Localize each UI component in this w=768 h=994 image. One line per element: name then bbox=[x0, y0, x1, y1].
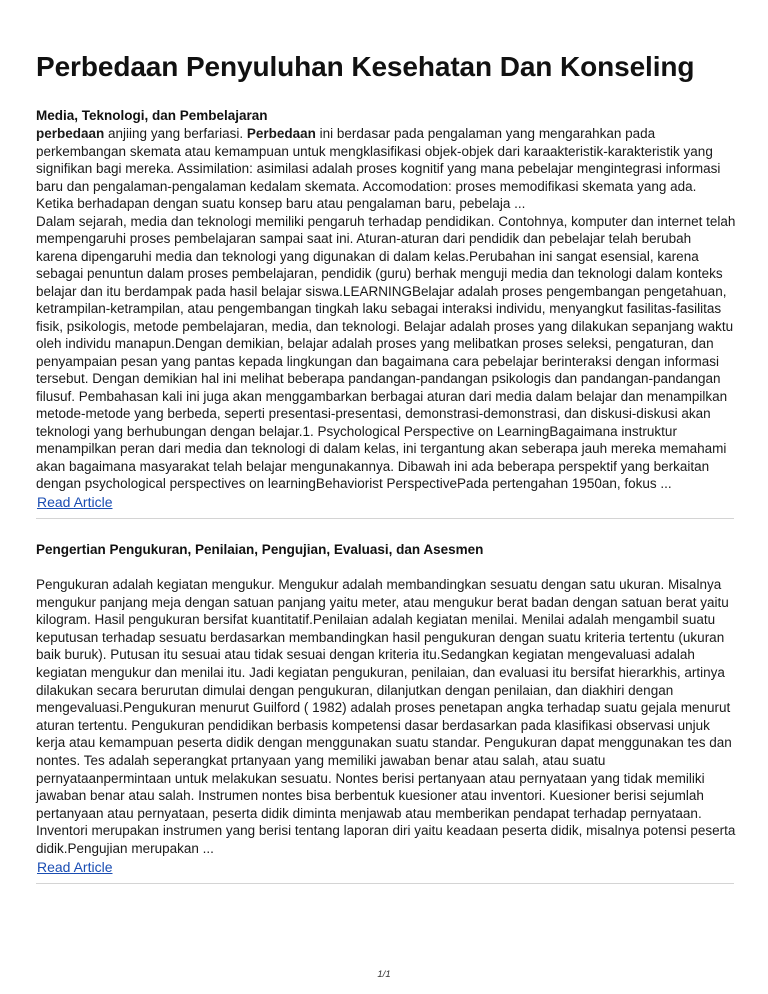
highlight-term: perbedaan bbox=[36, 126, 105, 141]
article-heading: Pengertian Pengukuran, Penilaian, Pengujian, Evaluasi, dan Asesmen bbox=[36, 542, 484, 557]
divider bbox=[36, 518, 734, 519]
highlight-term: Perbedaan bbox=[246, 126, 316, 141]
article-media-teknologi bbox=[36, 107, 736, 519]
article-snippet bbox=[36, 125, 736, 213]
article-heading: Media, Teknologi, dan Pembelajaran bbox=[36, 108, 268, 123]
snippet-text: ini berdasar pada pengalaman yang mengarahkan pada perkembangan skemata atau kemampuan untuk mengklasifikasi objek-objek dari karaakteristik-karakteristik yang signifikan bagi mereka. Assimilation: asimilasi adalah proses kognitif yang mana pebelajar mengintegrasi informasi baru dan pengalaman-pengalaman kedalam skemata. Accomodation: proses memodifikasi skemata yang ada. Ketika berhadapan dengan suatu konsep baru atau pengalaman baru, pebelaja ... bbox=[36, 126, 721, 211]
divider bbox=[36, 883, 734, 884]
page-title: Perbedaan Penyuluhan Kesehatan Dan Konseling bbox=[36, 51, 695, 82]
article-pengukuran bbox=[36, 541, 736, 884]
read-article-link[interactable]: Read Article bbox=[37, 493, 113, 510]
read-article-link[interactable]: Read Article bbox=[37, 858, 113, 875]
page-indicator: 1/1 bbox=[377, 969, 391, 980]
article-body: Pengukuran adalah kegiatan mengukur. Mengukur adalah membandingkan sesuatu dengan satu ukuran. Misalnya mengukur panjang meja dengan satuan panjang yaitu meter, atau mengukur berat badan dengan satuan berat yaitu kilogram. Hasil pengukuran bersifat kuantitatif.Penilaian adalah kegiatan menilai. Menilai adalah mengambil suatu keputusan terhadap sesuatu berdasarkan membandingkan hasil pengukuran dengan suatu kriteria tertentu (ukuran baik buruk). Putusan itu sesuai atau tidak sesuai dengan kriteria itu.Sedangkan kegiatan mengevaluasi adalah kegiatan mengukur dan menilai itu. Jadi kegiatan pengukuran, penilaian, dan evaluasi itu bersifat hierarkhis, artinya dilakukan secara berurutan dimulai dengan pengukuran, dilanjutkan dengan penilaian, dan diakhiri dengan mengevaluasi.Pengukuran menurut Guilford ( 1982) adalah proses penetapan angka terhadap suatu gejala menurut aturan tertentu. Pengukuran pendidikan berbasis kompetensi dasar berdasarkan pada klasifikasi observasi unjuk kerja atau kemampuan peserta didik dengan menggunakan suatu standar. Pengukuran dapat menggunakan tes dan nontes. Tes adalah seperangkat prtanyaan yang memiliki jawaban benar atau salah, atau suatu pernyataanpermintaan untuk melakukan sesuatu. Nontes berisi pertanyaan atau pernyataan yang tidak memiliki jawaban benar atau salah. Instrumen nontes bisa berbentuk kuesioner atau inventori. Kuesioner berisi sejumlah pertanyaan atau pernyataan, peserta didik diminta menjawab atau memberikan pendapat terhadap pernyataan. Inventori merupakan instrumen yang berisi tentang laporan diri yaitu keadaan peserta didik, misalnya potensi peserta didik.Pengujian merupakan ... bbox=[36, 577, 736, 856]
article-body: Dalam sejarah, media dan teknologi memiliki pengaruh terhadap pendidikan. Contohnya, komputer dan internet telah mempengaruhi proses pembelajaran sampai saat ini. Aturan-aturan dari pendidik dan pebelajar telah berubah karena dipengaruhi media dan teknologi yang digunakan di dalam kelas.Perubahan ini sangat esensial, karena sebagai penuntun dalam proses pembelajaran, pendidik (guru) berhak menguji media dan teknologi dalam konteks belajar dan itu berdampak pada hasil belajar siswa.LEARNINGBelajar adalah proses pengembangan pengetahuan, ketrampilan-ketrampilan, atau pengembangan tingkah laku sebagai interaksi individu, menyangkut fasilitas-fasilitas fisik, psikologis, metode pembelajaran, media, dan teknologi. Belajar adalah proses yang dilakukan sepanjang waktu oleh individu manapun.Dengan demikian, belajar adalah proses yang melibatkan proses seleksi, pengaturan, dan penyampaian pesan yang pantas kepada lingkungan dan bagaimana cara pebelajar berinteraksi dengan informasi tersebut. Dengan demikian hal ini melihat beberapa pandangan-pandangan psikologis dan pandangan-pandangan filusuf. Pembahasan kali ini juga akan menggambarkan berbagai aturan dari media dalam belajar dan menampilkan metode-metode yang berbeda, seperti presentasi-presentasi, demonstrasi-demonstrasi, dan diskusi-diskusi akan teknologi yang berhubungan dengan belajar.1. Psychological Perspective on LearningBagaimana instruktur menampilkan peran dari media dan teknologi di dalam kelas, ini tergantung akan seberapa jauh mereka memahami akan bagaimana masyarakat telah belajar mengunakannya. Dibawah ini ada beberapa perspektif yang berkaitan dengan psychological perspectives on learningBehaviorist PerspectivePada pertengahan 1950an, fokus ... bbox=[36, 213, 736, 491]
snippet-text: anjiing yang berfariasi. bbox=[104, 126, 247, 141]
